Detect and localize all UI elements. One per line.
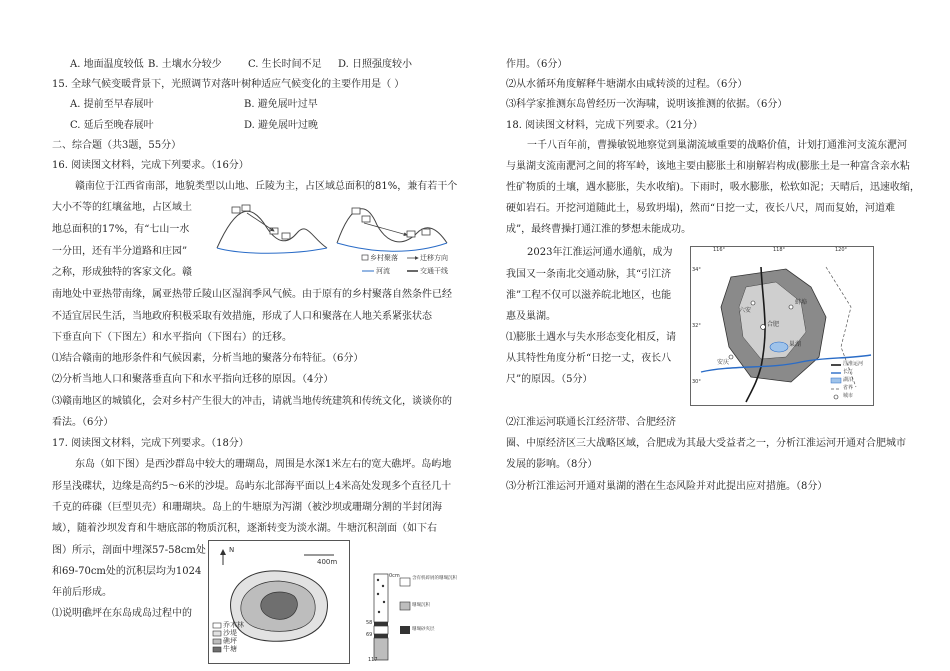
q18-sub-2c: 发展的影响。（8分） xyxy=(506,459,598,470)
q16-para-3: 地总面积的17%，有“七山一水 xyxy=(52,224,190,235)
q18-canal-map xyxy=(690,246,874,406)
q16-para-6: 南地处中亚热带南缘，属亚热带丘陵山区湿润季风气候。由于原有的乡村聚落自然条件已经 xyxy=(52,289,452,300)
q17-sub-3: ⑶科学家推测东岛曾经历一次海啸，说明该推测的依据。（6分） xyxy=(506,99,788,110)
legend-village: 乡村聚落 xyxy=(370,254,398,262)
profile-depth-58: 58 xyxy=(366,620,373,626)
map-legend-yangtze: 长江 xyxy=(843,369,854,375)
q18-sub-1b: 从其特性角度分析“日挖一丈，夜长八 xyxy=(506,353,672,364)
q14-option-d: D. 日照强度较小 xyxy=(338,59,413,70)
profile-legend-sand: 珊瑚砂夹层 xyxy=(412,627,435,632)
q17-stem: 17. 阅读图文材料，完成下列要求。（18分） xyxy=(52,438,249,449)
place-luan: 六安 xyxy=(739,307,752,314)
q14-option-b: B. 土壤水分较少 xyxy=(148,59,222,70)
q16-stem: 16. 阅读图文材料，完成下列要求。（16分） xyxy=(52,160,249,171)
q18-para-7: 我国又一条南北交通动脉，其“引江济 xyxy=(506,269,672,280)
q16-para-8: 下垂直向下（下图左）和水平指向（下图右）的迁移。 xyxy=(52,332,292,343)
q18-para-8: 淮”工程不仅可以滋养皖北地区，也能 xyxy=(506,290,672,301)
place-bengbu: 蚌埠 xyxy=(795,299,808,306)
q16-sub-1: ⑴结合赣南的地形条件和气候因素，分析当地的聚落分布特征。（6分） xyxy=(52,353,364,364)
q15-option-c: C. 延后至晚春展叶 xyxy=(70,120,154,131)
map-legend-city: 城市 xyxy=(843,393,854,399)
map-legend-canal: 江淮运河 xyxy=(843,361,864,367)
q15-stem: 15. 全球气候变暖背景下，光照调节对落叶树种适应气候变化的主要作用是（ ） xyxy=(52,79,405,90)
q16-sub-2: ⑵分析当地人口和聚落垂直向下和水平指向迁移的原因。（4分） xyxy=(52,374,334,385)
q14-option-c: C. 生长时间不足 xyxy=(248,59,322,70)
map-tick-34: 34° xyxy=(692,267,701,273)
q16-para-2: 大小不等的红壤盆地，占区域土 xyxy=(52,202,192,213)
map-legend-forest: 乔木林 xyxy=(223,621,244,629)
q17-para-2: 形呈浅碟状，边缘是高约5～6米的沙堤。岛屿东北部海平面以上4米高处发现多个直径几十 xyxy=(52,481,452,492)
legend-river: 河流 xyxy=(376,267,390,275)
q17-sub-2: ⑵从水循环角度解释牛塘湖水由咸转淡的过程。（6分） xyxy=(506,79,748,90)
q18-sub-2b: 圈、中原经济区三大战略区域，合肥成为其最大受益者之一，分析江淮运河开通对合肥城市 xyxy=(506,438,906,449)
q18-stem: 18. 阅读图文材料，完成下列要求。（21分） xyxy=(506,120,703,131)
q18-para-4: 硬如岩石。开挖河道随此土，易致坍塌)，然而“日挖一丈，夜长八尺，周而复始，河道难 xyxy=(506,203,896,214)
q17-para-3: 千克的砗磲（巨型贝壳）和珊瑚块。岛上的牛塘原为泻湖（被沙坝或珊瑚分割的半封闭海 xyxy=(52,502,442,513)
map-tick-32: 32° xyxy=(692,323,701,329)
legend-road: 交通干线 xyxy=(420,267,448,275)
q18-sub-1c: 尺”的原因。（5分） xyxy=(506,374,593,385)
q17-para-5: 图）所示，剖面中埋深57-58cm处 xyxy=(52,545,206,556)
q15-option-a: A. 提前至早春展叶 xyxy=(70,99,154,110)
section-2-heading: 二、综合题（共3题，55分） xyxy=(52,140,182,151)
map-legend-border: 省界 xyxy=(843,385,854,391)
profile-legend-coral: 珊瑚沉积 xyxy=(412,603,430,608)
map-tick-120: 120° xyxy=(835,247,848,253)
q17-para-1: 东岛（如下图）是西沙群岛中较大的珊瑚岛，周围是水深1米左右的宽大礁坪。岛屿地 xyxy=(75,459,452,470)
q16-para-1: 赣南位于江西省南部，地貌类型以山地、丘陵为主，占区域总面积的81%，兼有若干个 xyxy=(75,181,458,192)
place-chaohu: 巢湖 xyxy=(789,341,802,348)
q15-option-d: D. 避免展叶过晚 xyxy=(244,120,319,131)
map-tick-116: 116° xyxy=(713,247,726,253)
place-hefei: 合肥 xyxy=(767,321,780,328)
q15-option-b: B. 避免展叶过早 xyxy=(244,99,318,110)
q18-sub-2a: ⑵江淮运河联通长江经济带、合肥经济 xyxy=(506,417,676,428)
q17-para-6: 和69-70cm处的沉积层均为1024 xyxy=(52,566,202,577)
q14-option-a: A. 地面温度较低 xyxy=(70,59,144,70)
q16-para-4: 一分田，还有半分道路和庄园” xyxy=(52,246,188,257)
q18-sub-3: ⑶分析江淮运河开通对巢湖的潜在生态风险并对此提出应对措施。（8分） xyxy=(506,481,828,492)
q18-para-2: 与巢湖支流南淝河之间的将军岭，该地主要由膨胀土和崩解岩构成(膨胀土是一种富含亲水粘 xyxy=(506,161,910,172)
north-arrow-label: N xyxy=(229,546,235,554)
mountain-migration-diagram xyxy=(212,193,452,281)
right-column xyxy=(475,0,950,671)
profile-legend-organic: 含有机碎屑的珊瑚沉积 xyxy=(412,576,457,581)
map-legend-pond: 牛塘 xyxy=(223,645,237,653)
place-anqing: 安庆 xyxy=(717,359,730,366)
q16-sub-3a: ⑶赣南地区的城镇化，会对乡村产生很大的冲击，请就当地传统建筑和传统文化，谈谈你的 xyxy=(52,396,452,407)
map-tick-118: 118° xyxy=(773,247,786,253)
map-legend-sand-dike: 沙堤 xyxy=(223,629,237,637)
q18-sub-1a: ⑴膨胀土遇水与失水形态变化相反，请 xyxy=(506,332,676,343)
q18-para-3: 性矿物质的土壤，遇水膨胀，失水收缩)。下雨时，吸水膨胀，松软如泥；天晴后，迅速收缩， xyxy=(506,182,920,193)
q17-sediment-profile xyxy=(366,572,462,664)
q16-sub-3b: 看法。（6分） xyxy=(52,417,114,428)
q16-para-7: 不适宜居民生活，当地政府积极采取有效措施，形成了人口和聚落在人地关系紧张状态 xyxy=(52,311,432,322)
q18-para-5: 成”，最终曹操打通江淮的梦想未能成功。 xyxy=(506,224,692,235)
q17-continued: 作用。（6分） xyxy=(506,59,568,70)
q18-para-1: 一千八百年前，曹操敏锐地察觉到巢湖流域重要的战略价值，计划打通淮河支流东淝河 xyxy=(527,140,907,151)
map-legend-lake: 湖泊 xyxy=(843,377,854,383)
q16-para-5: 之称，形成独特的客家文化。赣 xyxy=(52,267,192,278)
q17-island-map xyxy=(208,540,350,664)
q16-migration-figure xyxy=(212,193,452,281)
legend-migration: 迁移方向 xyxy=(420,254,448,262)
profile-depth-117: 117 xyxy=(368,657,378,663)
q17-para-7: 年前后形成。 xyxy=(52,587,112,598)
q18-para-9: 惠及巢湖。 xyxy=(506,311,556,322)
map-legend-reef-flat: 礁坪 xyxy=(223,637,237,645)
profile-depth-0: 0cm xyxy=(389,573,400,579)
map-tick-30: 30° xyxy=(692,379,701,385)
profile-depth-69: 69 xyxy=(366,632,373,638)
q17-sub-1: ⑴说明礁坪在东岛成岛过程中的 xyxy=(52,608,192,619)
sediment-profile-drawing xyxy=(366,572,462,664)
q17-para-4: 域），随着沙坝发育和牛塘底部的物质沉积，逐渐转变为淡水湖。牛塘沉积剖面（如下右 xyxy=(52,523,437,534)
map-scale: 400m xyxy=(317,558,338,566)
q18-para-6: 2023年江淮运河通水通航，成为 xyxy=(527,247,673,258)
